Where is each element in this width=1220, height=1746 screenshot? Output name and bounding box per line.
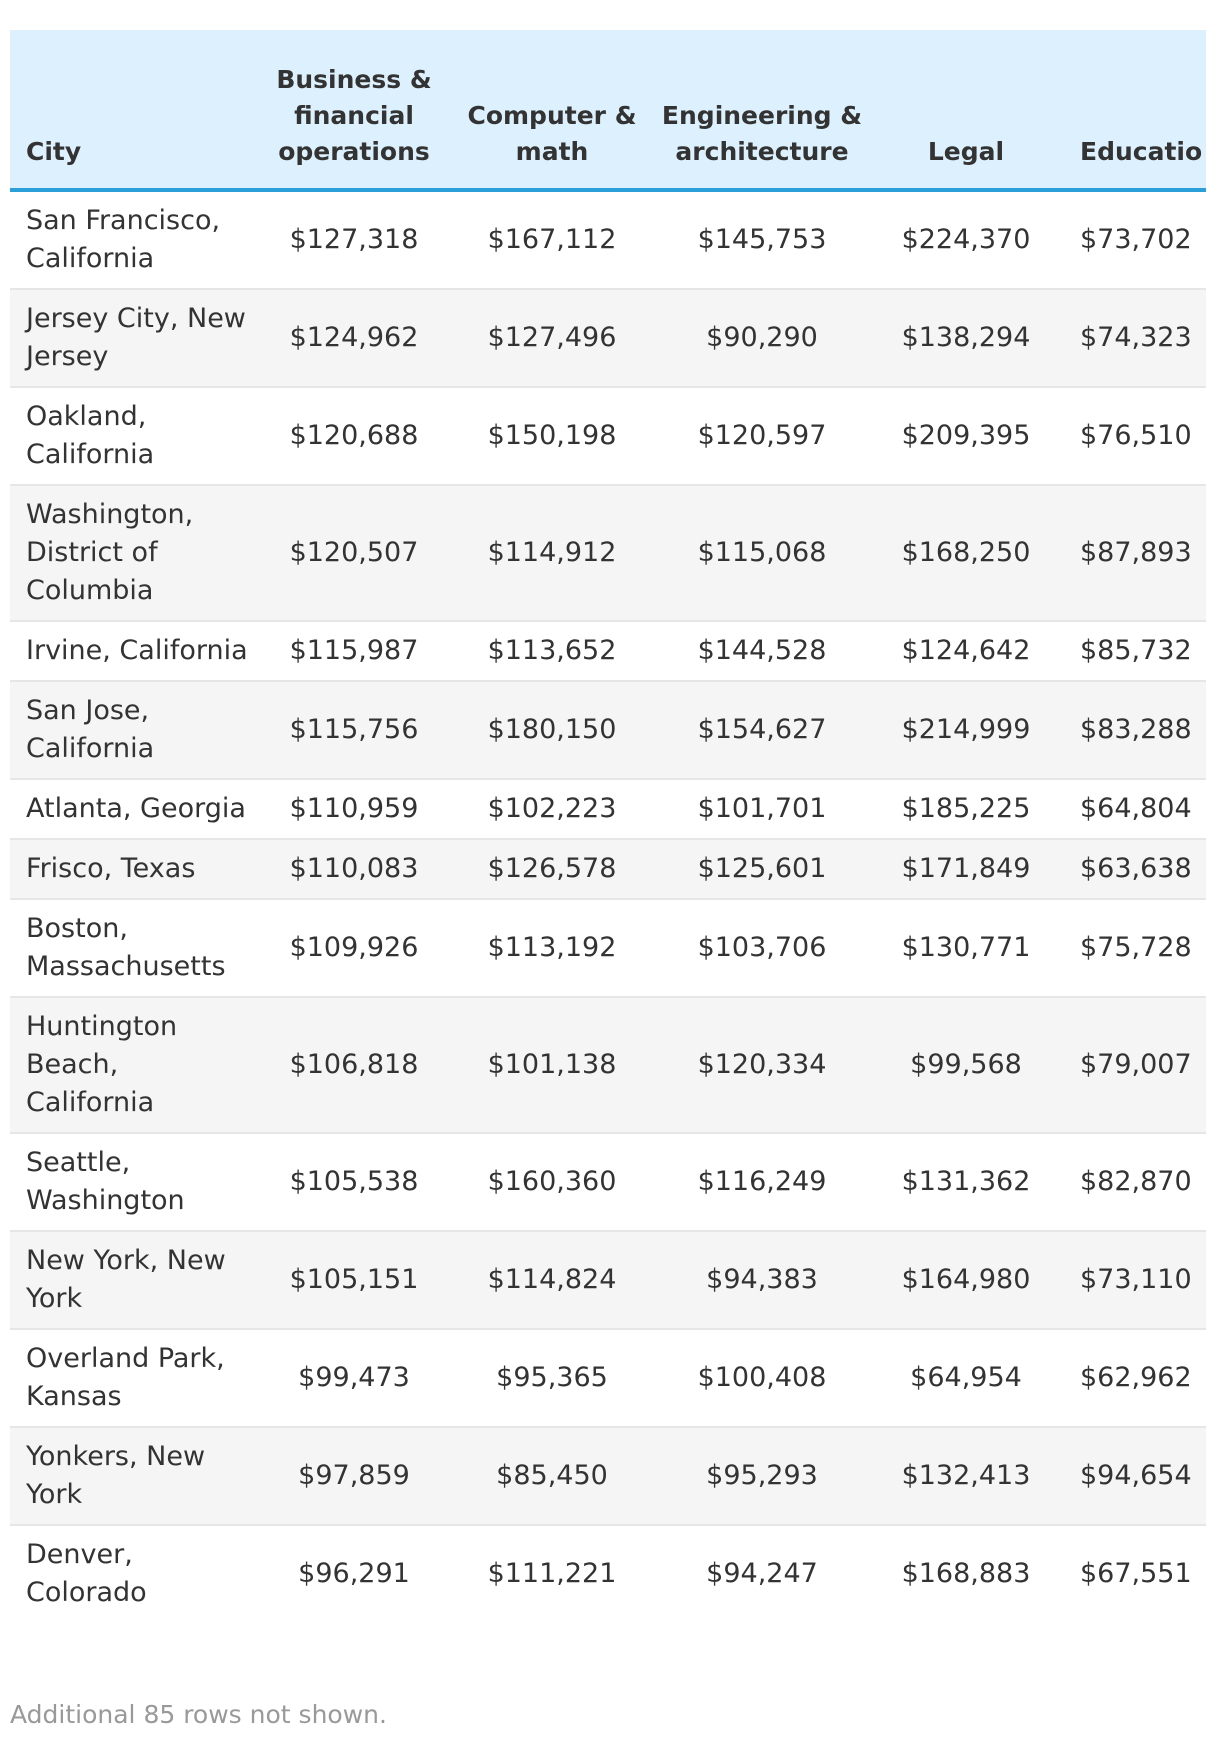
business-value-cell: $106,818 xyxy=(256,997,452,1133)
city-cell: Denver, Colorado xyxy=(26,1539,147,1608)
legal-value-cell: $64,954 xyxy=(872,1329,1060,1427)
legal-value-cell: $99,568 xyxy=(872,997,1060,1133)
engineering-value-cell: $144,528 xyxy=(652,621,872,681)
legal-value-cell: $130,771 xyxy=(872,899,1060,997)
column-header-city: City xyxy=(10,30,256,190)
city-cell: Huntington Beach, California xyxy=(10,997,256,1133)
table-row xyxy=(10,681,1206,779)
city-cell: Washington, District of Columbia xyxy=(10,485,256,621)
legal-value-cell: $124,642 xyxy=(872,621,1060,681)
legal-value-cell: $185,225 xyxy=(872,779,1060,839)
computer-value-cell: $113,192 xyxy=(452,899,652,997)
computer-value-cell: $114,912 xyxy=(452,485,652,621)
table-row xyxy=(10,387,1206,485)
engineering-value-cell: $116,249 xyxy=(652,1133,872,1231)
column-header-computer: Computer & math xyxy=(452,30,652,190)
business-value-cell: $115,756 xyxy=(256,681,452,779)
computer-value-cell: $95,365 xyxy=(452,1329,652,1427)
business-value-cell: $127,318 xyxy=(256,190,452,289)
computer-value-cell: $111,221 xyxy=(487,1558,617,1589)
education-value-cell: $67,551 xyxy=(1080,1558,1192,1589)
business-value-cell: $110,959 xyxy=(256,779,452,839)
engineering-value-cell: $125,601 xyxy=(652,839,872,899)
table-row xyxy=(10,1329,1206,1427)
legal-value-cell: $168,883 xyxy=(901,1558,1031,1589)
computer-value-cell: $160,360 xyxy=(452,1133,652,1231)
education-value-cell: $82,870 xyxy=(1060,1133,1206,1231)
table-row xyxy=(10,485,1206,621)
education-value-cell: $87,893 xyxy=(1060,485,1206,621)
business-value-cell: $99,473 xyxy=(256,1329,452,1427)
engineering-value-cell: $94,383 xyxy=(652,1231,872,1329)
salary-table xyxy=(10,30,1206,1622)
education-value-cell: $74,323 xyxy=(1060,289,1206,387)
city-cell: Boston, Massachusetts xyxy=(10,899,256,997)
city-cell: Seattle, Washington xyxy=(10,1133,256,1231)
column-header-engineering: Engineering & architecture xyxy=(652,30,872,190)
computer-value-cell: $127,496 xyxy=(452,289,652,387)
business-value-cell: $120,507 xyxy=(256,485,452,621)
table-row xyxy=(10,899,1206,997)
table-row xyxy=(10,779,1206,839)
business-value-cell: $105,151 xyxy=(256,1231,452,1329)
legal-value-cell: $214,999 xyxy=(872,681,1060,779)
city-cell: Atlanta, Georgia xyxy=(10,779,256,839)
city-cell: San Francisco, California xyxy=(10,190,256,289)
computer-value-cell: $113,652 xyxy=(452,621,652,681)
table-row xyxy=(10,1427,1206,1525)
city-cell: Oakland, California xyxy=(10,387,256,485)
education-value-cell: $76,510 xyxy=(1060,387,1206,485)
business-value-cell: $120,688 xyxy=(256,387,452,485)
business-value-cell: $109,926 xyxy=(256,899,452,997)
education-value-cell: $79,007 xyxy=(1060,997,1206,1133)
business-value-cell: $110,083 xyxy=(256,839,452,899)
city-cell: Frisco, Texas xyxy=(10,839,256,899)
business-value-cell: $105,538 xyxy=(256,1133,452,1231)
education-value-cell: $73,110 xyxy=(1060,1231,1206,1329)
education-value-cell: $62,962 xyxy=(1060,1329,1206,1427)
business-value-cell: $97,859 xyxy=(256,1427,452,1525)
column-header-legal: Legal xyxy=(872,30,1060,190)
data-table-container xyxy=(10,30,1206,1622)
education-value-cell: $83,288 xyxy=(1060,681,1206,779)
table-row xyxy=(10,1525,1206,1622)
table-row xyxy=(10,839,1206,899)
engineering-value-cell: $103,706 xyxy=(652,899,872,997)
table-body xyxy=(10,190,1206,1622)
legal-value-cell: $131,362 xyxy=(872,1133,1060,1231)
city-cell: Yonkers, New York xyxy=(10,1427,256,1525)
legal-value-cell: $209,395 xyxy=(872,387,1060,485)
education-value-cell: $73,702 xyxy=(1060,190,1206,289)
engineering-value-cell: $100,408 xyxy=(652,1329,872,1427)
business-value-cell: $115,987 xyxy=(256,621,452,681)
computer-value-cell: $126,578 xyxy=(452,839,652,899)
computer-value-cell: $167,112 xyxy=(452,190,652,289)
engineering-value-cell: $120,597 xyxy=(652,387,872,485)
computer-value-cell: $114,824 xyxy=(452,1231,652,1329)
legal-value-cell: $132,413 xyxy=(872,1427,1060,1525)
engineering-value-cell: $95,293 xyxy=(652,1427,872,1525)
rows-not-shown-note: Additional 85 rows not shown. xyxy=(10,1700,387,1729)
engineering-value-cell: $145,753 xyxy=(652,190,872,289)
computer-value-cell: $102,223 xyxy=(452,779,652,839)
computer-value-cell: $180,150 xyxy=(452,681,652,779)
table-row xyxy=(10,190,1206,289)
engineering-value-cell: $120,334 xyxy=(652,997,872,1133)
column-header-education: Educatio xyxy=(1060,30,1206,190)
city-cell: Jersey City, New Jersey xyxy=(10,289,256,387)
column-header-business: Business & financial operations xyxy=(256,30,452,190)
computer-value-cell: $101,138 xyxy=(452,997,652,1133)
city-cell: New York, New York xyxy=(10,1231,256,1329)
engineering-value-cell: $90,290 xyxy=(652,289,872,387)
table-row xyxy=(10,997,1206,1133)
business-value-cell: $124,962 xyxy=(256,289,452,387)
education-value-cell: $85,732 xyxy=(1060,621,1206,681)
table-row xyxy=(10,1231,1206,1329)
city-cell: Irvine, California xyxy=(10,621,256,681)
business-value-cell: $96,291 xyxy=(298,1558,410,1589)
engineering-value-cell: $154,627 xyxy=(652,681,872,779)
education-value-cell: $63,638 xyxy=(1060,839,1206,899)
legal-value-cell: $164,980 xyxy=(872,1231,1060,1329)
education-value-cell: $94,654 xyxy=(1060,1427,1206,1525)
legal-value-cell: $224,370 xyxy=(872,190,1060,289)
engineering-value-cell: $94,247 xyxy=(706,1558,818,1589)
engineering-value-cell: $101,701 xyxy=(652,779,872,839)
legal-value-cell: $138,294 xyxy=(872,289,1060,387)
table-header xyxy=(10,30,1206,190)
engineering-value-cell: $115,068 xyxy=(652,485,872,621)
computer-value-cell: $85,450 xyxy=(452,1427,652,1525)
table-row xyxy=(10,621,1206,681)
legal-value-cell: $168,250 xyxy=(872,485,1060,621)
city-cell: San Jose, California xyxy=(10,681,256,779)
computer-value-cell: $150,198 xyxy=(452,387,652,485)
legal-value-cell: $171,849 xyxy=(872,839,1060,899)
education-value-cell: $64,804 xyxy=(1060,779,1206,839)
table-row xyxy=(10,289,1206,387)
header-row xyxy=(10,30,1206,190)
city-cell: Overland Park, Kansas xyxy=(10,1329,256,1427)
table-row xyxy=(10,1133,1206,1231)
education-value-cell: $75,728 xyxy=(1060,899,1206,997)
